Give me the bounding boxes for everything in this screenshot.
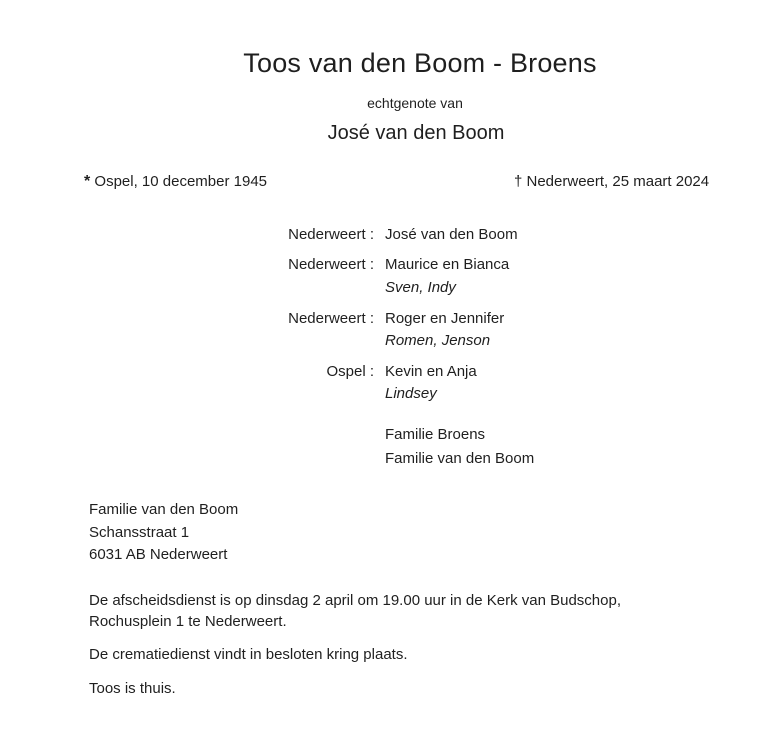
spouse-name: José van den Boom (327, 122, 505, 144)
family-place: Nederweert : (288, 226, 374, 243)
address-line: Familie van den Boom (89, 501, 239, 518)
relative-family: Familie Broens (385, 426, 486, 443)
relative-family: Familie van den Boom (385, 450, 535, 467)
family-names: Kevin en Anja (385, 363, 477, 380)
family-place: Nederweert : (288, 310, 374, 327)
family-children: Romen, Jenson (385, 332, 491, 349)
family-names: José van den Boom (385, 226, 518, 243)
birth-date: Ospel, 10 december 1945 (94, 173, 268, 190)
family-names: Maurice en Bianca (385, 256, 510, 273)
deceased-name: Toos van den Boom - Broens (243, 48, 597, 78)
family-place: Nederweert : (288, 256, 374, 273)
service-notice-line: De afscheidsdienst is op dinsdag 2 april om 19.00 uur in de Kerk van Budschop, (89, 592, 621, 609)
death-info: † Nederweert, 25 maart 2024 (514, 173, 710, 190)
family-names: Roger en Jennifer (385, 310, 505, 327)
service-notice-line: Rochusplein 1 te Nederweert. (89, 613, 287, 630)
address-line: 6031 AB Nederweert (89, 546, 228, 563)
birth-info (84, 173, 267, 191)
address-line: Schansstraat 1 (89, 524, 190, 541)
family-children: Sven, Indy (385, 279, 456, 296)
family-children: Lindsey (385, 385, 437, 402)
home-notice: Toos is thuis. (89, 680, 176, 697)
relation-label: echtgenote van (367, 95, 463, 111)
cremation-notice: De crematiedienst vindt in besloten kring plaats. (89, 646, 408, 663)
birth-mark: * (84, 173, 91, 190)
family-place: Ospel : (326, 363, 374, 380)
